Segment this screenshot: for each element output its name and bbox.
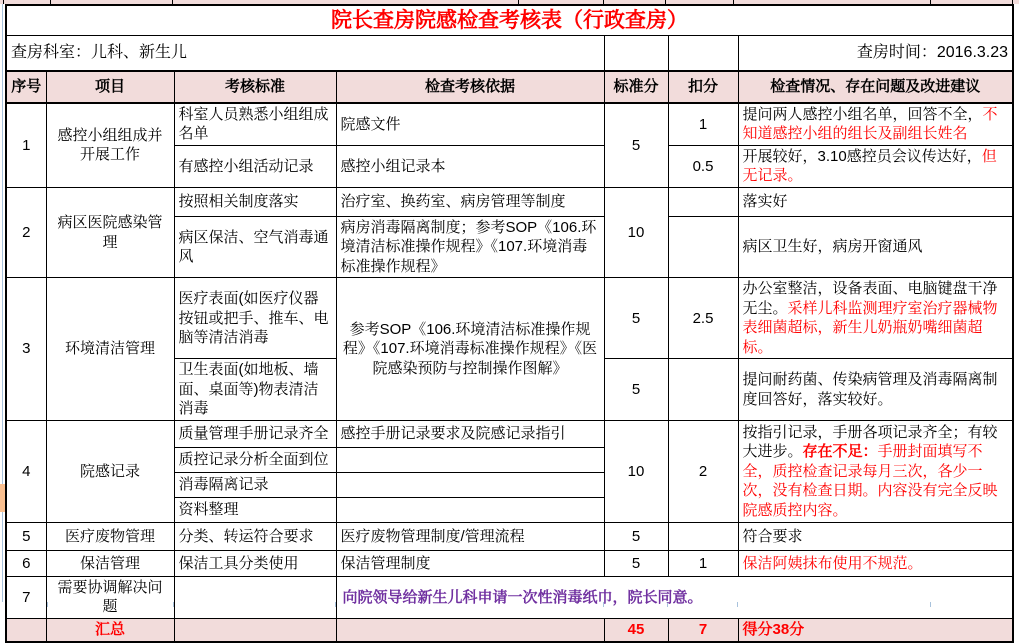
finding-issue-text: 但无记录。	[742, 147, 997, 185]
col-header-standard: 考核标准	[174, 71, 336, 103]
cell-finding-2b: 病区卫生好，病房开窗通风	[738, 216, 1013, 278]
cell-standard-4d: 资料整理	[174, 497, 336, 522]
cell-standard-3a: 医疗表面(如医疗仪器按钮或把手、推车、电脑等清洁消毒	[174, 278, 336, 359]
col-header-item: 项目	[46, 71, 174, 103]
cell-standard-4c: 消毒隔离记录	[174, 472, 336, 497]
finding-issue-text: 采样儿科监测理疗室治疗器械物表细菌超标，新生儿奶瓶奶嘴细菌超标。	[742, 299, 998, 356]
cell-standard-6: 保洁工具分类使用	[174, 550, 336, 576]
col-header-basis: 检查考核依据	[336, 71, 604, 103]
time-label: 查房时间：2016.3.23	[738, 36, 1013, 71]
cell-seq-1: 1	[6, 103, 46, 188]
cell-basis-4c	[336, 472, 604, 497]
cell-standard-2b: 病区保洁、空气消毒通风	[174, 216, 336, 278]
cell-basis-5: 医疗废物管理制度/管理流程	[336, 522, 604, 550]
dept-cell	[6, 36, 604, 71]
cell-basis-4d	[336, 497, 604, 522]
cell-score-3a: 5	[604, 278, 668, 359]
cell-standard-1a: 科室人员熟悉小组组成名单	[174, 103, 336, 146]
table-row	[6, 278, 1013, 359]
cell-deduct-2a	[668, 187, 738, 216]
cell-item-1: 感控小组组成并开展工作	[46, 103, 174, 188]
cell-deduct-1a: 1	[668, 103, 738, 146]
col-header-seq: 序号	[6, 71, 46, 103]
cell-seq-2: 2	[6, 187, 46, 278]
table-row	[6, 522, 1013, 550]
cell-finding-5: 符合要求	[738, 522, 1013, 550]
finding-text: 按指引记录，手册各项记录齐全；有较大进步。	[742, 423, 998, 461]
cell-score-2: 10	[604, 187, 668, 278]
col-header-findings: 检查情况、存在问题及改进建议	[738, 71, 1013, 103]
cell-finding-6: 保洁阿姨抹布使用不规范。	[738, 550, 1013, 576]
info-empty-2	[668, 36, 738, 71]
cell-standard-5: 分类、转运符合要求	[174, 522, 336, 550]
dept-label: 查房科室：儿科、新生儿	[11, 43, 188, 61]
info-empty-1	[604, 36, 668, 71]
cell-seq-3: 3	[6, 278, 46, 421]
summary-seq-empty	[6, 618, 46, 642]
cell-basis-2b: 病房消毒隔离制度；参考SOP《106.环境清洁标准操作规程》《107.环境消毒标准操作规程》	[336, 216, 604, 278]
finding-issue-heading: 存在不足：	[802, 443, 878, 461]
cell-standard-4b: 质控记录分析全面到位	[174, 447, 336, 472]
cell-deduct-6: 1	[668, 550, 738, 576]
cell-finding-2a: 落实好	[738, 187, 1013, 216]
cell-score-5: 5	[604, 522, 668, 550]
cell-deduct-3b	[668, 359, 738, 421]
table-row	[6, 420, 1013, 447]
cell-deduct-1b: 0.5	[668, 145, 738, 187]
cell-finding-3b: 提问耐药菌、传染病管理及消毒隔离制度回答好，落实较好。	[738, 359, 1013, 421]
cell-standard-3b: 卫生表面(如地板、墙面、桌面等)物表清洁消毒	[174, 359, 336, 421]
assessment-table	[5, 4, 1014, 643]
summary-result: 得分38分	[738, 618, 1013, 642]
summary-row	[6, 618, 1013, 642]
cell-basis-2a: 治疗室、换药室、病房管理等制度	[336, 187, 604, 216]
cell-basis-6: 保洁管理制度	[336, 550, 604, 576]
finding-issue-text: 不知道感控小组的组长及副组长姓名	[742, 105, 998, 143]
cell-finding-3a	[738, 278, 1013, 359]
cell-standard-1b: 有感控小组活动记录	[174, 145, 336, 187]
summary-score: 45	[604, 618, 668, 642]
cell-score-3b: 5	[604, 359, 668, 421]
cell-deduct-5	[668, 522, 738, 550]
cell-seq-6: 6	[6, 550, 46, 576]
cell-item-4: 院感记录	[46, 420, 174, 522]
finding-text: 提问两人感控小组名单，回答不全，	[742, 105, 983, 123]
cell-basis-1b: 感控小组记录本	[336, 145, 604, 187]
cell-standard-4a: 质量管理手册记录齐全	[174, 420, 336, 447]
col-header-deduct: 扣分	[668, 71, 738, 103]
cell-score-1: 5	[604, 103, 668, 188]
cell-item-5: 医疗废物管理	[46, 522, 174, 550]
cell-item-6: 保洁管理	[46, 550, 174, 576]
cell-seq-5: 5	[6, 522, 46, 550]
page-title: 院长查房院感检查考核表（行政查房）	[6, 5, 1013, 36]
summary-deduct: 7	[668, 618, 738, 642]
cell-basis-3: 参考SOP《106.环境清洁标准操作规程》《107.环境消毒标准操作规程》《医院感染预防与控制操作图解》	[336, 278, 604, 421]
cell-score-4: 10	[604, 420, 668, 522]
table-row	[6, 103, 1013, 146]
cell-item-7: 需要协调解决问题	[46, 576, 174, 618]
cell-deduct-4: 2	[668, 420, 738, 522]
cell-score-6: 5	[604, 550, 668, 576]
cell-basis-4a: 感控手册记录要求及院感记录指引	[336, 420, 604, 447]
summary-label: 汇总	[46, 618, 174, 642]
cell-finding-1a	[738, 103, 1013, 146]
cell-deduct-3a: 2.5	[668, 278, 738, 359]
col-header-score: 标准分	[604, 71, 668, 103]
cell-deduct-2b	[668, 216, 738, 278]
cell-seq-4: 4	[6, 420, 46, 522]
finding-text: 开展较好，3.10感控员会议传达好，	[742, 147, 982, 165]
cell-finding-4	[738, 420, 1013, 522]
cell-basis-4b	[336, 447, 604, 472]
cell-standard-2a: 按照相关制度落实	[174, 187, 336, 216]
summary-standard-empty	[174, 618, 336, 642]
table-row	[6, 187, 1013, 216]
cell-basis-1a: 院感文件	[336, 103, 604, 146]
table-row	[6, 576, 1013, 618]
cell-item-2: 病区医院感染管理	[46, 187, 174, 278]
finding-issue-text: 手册封面填写不全，质控检查记录每月三次，各少一次，没有检查日期。内容没有完全反映院感质控内容。	[742, 443, 998, 519]
cell-finding-1b	[738, 145, 1013, 187]
cell-seq-7: 7	[6, 576, 46, 618]
summary-basis-empty	[336, 618, 604, 642]
cell-note-7: 向院领导给新生儿科申请一次性消毒纸巾，院长同意。	[336, 576, 1013, 618]
left-gridline	[2, 4, 3, 602]
cell-standard-7	[174, 576, 336, 618]
cell-item-3: 环境清洁管理	[46, 278, 174, 421]
table-row	[6, 550, 1013, 576]
finding-text: 办公室整洁，设备表面、电脑键盘干净无尘。	[742, 280, 998, 317]
